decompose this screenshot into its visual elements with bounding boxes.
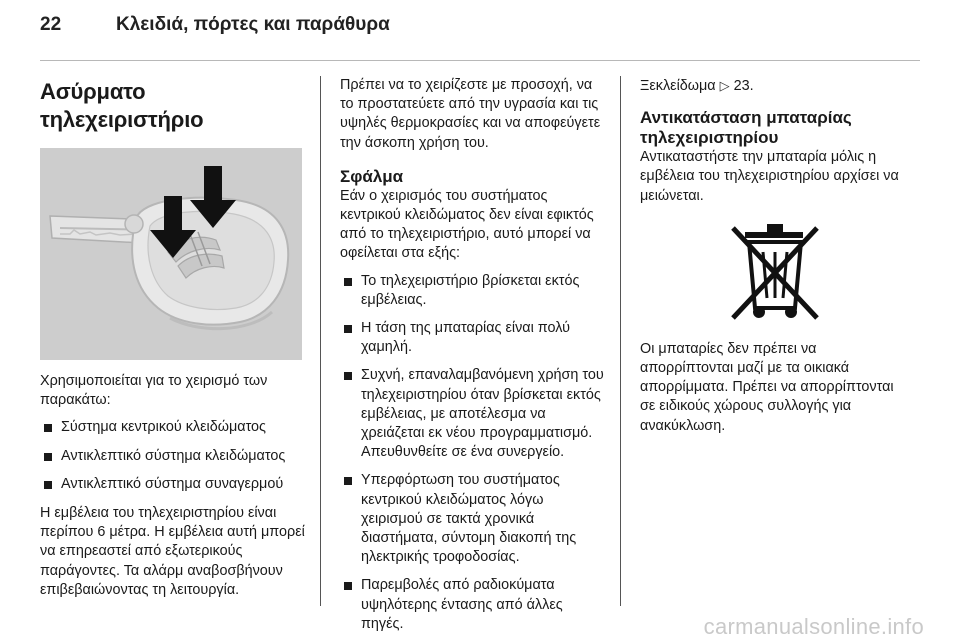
battery-paragraph: Αντικαταστήστε την μπαταρία μόλις η εμβέλεια του τηλεχειριστηρίου αρχίσει να μειώνεται. xyxy=(640,149,899,204)
section-heading-battery-replacement: Αντικατάσταση μπαταρίας τηλεχειριστηρίου xyxy=(640,108,852,148)
column-2 xyxy=(340,76,606,644)
column-1 xyxy=(40,76,305,610)
cross-reference-label: Ξεκλείδωμα xyxy=(640,78,716,94)
care-paragraph: Πρέπει να το χειρίζεστε με προσοχή, να το προστατεύετε από την υγρασία και τις υψηλές θερμοκρασίες και να αποφεύγετε την άσκοπη χρήση του. xyxy=(340,77,601,151)
page-number: 22 xyxy=(40,14,62,35)
header-divider xyxy=(40,60,920,61)
section-heading-remote-control: Ασύρματο τηλεχειριστήριο xyxy=(40,79,204,132)
list-item: Η τάση της μπαταρίας είναι πολύ χαμηλή. xyxy=(340,319,606,357)
cross-reference[interactable] xyxy=(640,76,910,96)
remote-key-illustration xyxy=(40,148,302,360)
cross-reference-arrow-icon: ▷ xyxy=(719,78,730,93)
cross-reference-page: 23. xyxy=(733,78,754,94)
page-header xyxy=(40,14,920,54)
list-item: Το τηλεχειριστήριο βρίσκεται εκτός εμβέλειας. xyxy=(340,272,606,310)
intro-text: Χρησιμοποιείται για το χειρισμό των παρακάτω: xyxy=(40,373,268,409)
section-heading-fault: Σφάλμα xyxy=(340,166,404,186)
list-item: Υπερφόρτωση του συστήματος κεντρικού κλειδώματος λόγω χειρισμού σε τακτά χρονικά διαστήματα, σύντομη διακοπή της ηλεκτρικής τροφοδοσίας. xyxy=(340,471,606,567)
chapter-title: Κλειδιά, πόρτες και παράθυρα xyxy=(116,14,390,35)
range-paragraph: Η εμβέλεια του τηλεχειριστηρίου είναι περίπου 6 μέτρα. Η εμβέλεια αυτή μπορεί να επηρεαστεί από εξωτερικούς παράγοντες. Τα αλάρμ αναβοσβήνουν επιβεβαιώνοντας τη λειτουργία. xyxy=(40,505,305,598)
column-3 xyxy=(640,76,910,446)
list-item: Παρεμβολές από ραδιοκύματα υψηλότερης έντασης από άλλες πηγές. xyxy=(340,576,606,634)
crossed-out-wheelie-bin-icon xyxy=(723,218,827,324)
disposal-paragraph: Οι μπαταρίες δεν πρέπει να απορρίπτονται μαζί με τα οικιακά απορρίμματα. Πρέπει να απορρίπτονται σε ειδικούς χώρους συλλογής για ανακύκλωση. xyxy=(640,340,894,434)
list-item: Αντικλεπτικό σύστημα συναγερμού xyxy=(40,475,305,494)
list-item: Αντικλεπτικό σύστημα κλειδώματος xyxy=(40,447,305,466)
watermark: carmanualsonline.info xyxy=(703,614,924,639)
list-item: Σύστημα κεντρικού κλειδώματος xyxy=(40,418,305,437)
list-item: Συχνή, επαναλαμβανόμενη χρήση του τηλεχειριστηρίου όταν βρίσκεται εκτός εμβέλειας, με αποτέλεσμα να χρειάζεται εκ νέου προγραμματισμό. Απευθυνθείτε σε ένα συνεργείο. xyxy=(340,366,606,462)
function-list xyxy=(40,418,305,494)
fault-paragraph: Εάν ο χειρισμός του συστήματος κεντρικού κλειδώματος δεν είναι εφικτός από το τηλεχειριστήριο, αυτό μπορεί να οφείλεται στα εξής: xyxy=(340,187,594,262)
column-divider-1 xyxy=(320,76,321,606)
column-divider-2 xyxy=(620,76,621,606)
fault-causes-list xyxy=(340,272,606,634)
